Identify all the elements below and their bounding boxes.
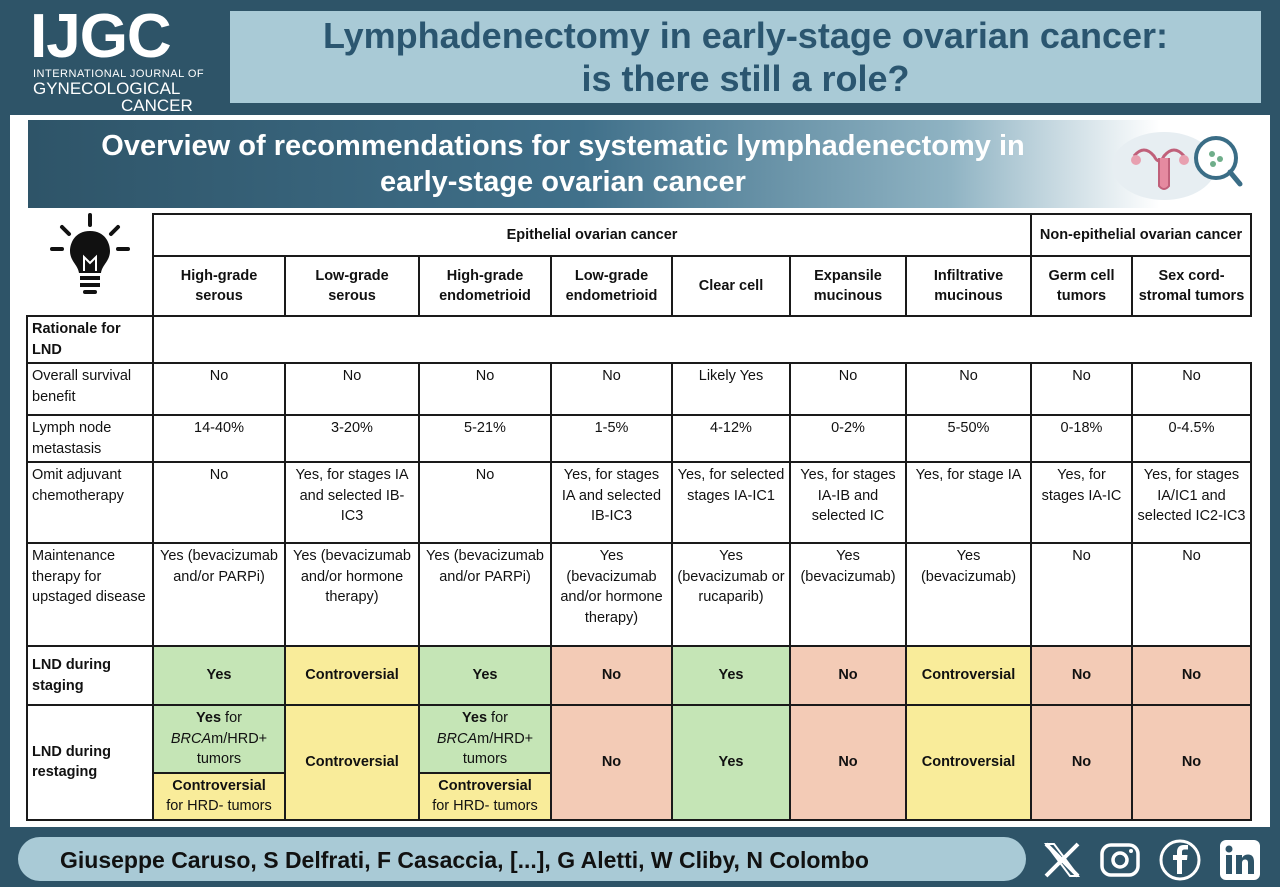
x-icon[interactable] — [1040, 838, 1084, 882]
section-banner — [28, 120, 1258, 208]
instagram-icon[interactable] — [1098, 838, 1142, 882]
logo-line-2: GYNECOLOGICAL — [33, 79, 181, 98]
title-line-2: is there still a role? — [581, 58, 910, 99]
corner-blank-2 — [27, 256, 153, 316]
group-header-epithelial: Epithelial ovarian cancer — [153, 214, 1031, 256]
table-cell: Yes (bevacizumab and/or PARPi) — [153, 543, 285, 646]
logo-line-1: INTERNATIONAL JOURNAL OF — [33, 68, 205, 80]
corner-blank — [27, 214, 153, 256]
for-word: for — [225, 710, 242, 726]
yes-word: Yes — [196, 710, 222, 726]
col-header: Germ cell tumors — [1031, 256, 1132, 316]
table-cell: 5-21% — [419, 415, 551, 462]
table-cell: No — [1132, 363, 1251, 415]
brca-rest-text: m/HRD+ tumors — [196, 730, 268, 767]
yes-word: Yes — [462, 710, 488, 726]
col-header: High-grade serous — [153, 256, 285, 316]
table-cell: 0-4.5% — [1132, 415, 1251, 462]
linkedin-icon[interactable] — [1218, 838, 1262, 882]
logo-line-3: CANCER — [121, 96, 193, 115]
table-cell: Likely Yes — [672, 363, 790, 415]
restaging-cell: No — [790, 705, 906, 820]
staging-cell: Controversial — [906, 646, 1031, 705]
col-header: Clear cell — [672, 256, 790, 316]
staging-cell: Yes — [672, 646, 790, 705]
table-cell: No — [285, 363, 419, 415]
table-cell: No — [419, 462, 551, 543]
group-header-non-epithelial: Non-epithelial ovarian cancer — [1031, 214, 1251, 256]
table-cell: Yes (bevacizumab and/or hormone therapy) — [285, 543, 419, 646]
staging-cell: Yes — [419, 646, 551, 705]
col-header: Low-grade serous — [285, 256, 419, 316]
table-cell: 0-18% — [1031, 415, 1132, 462]
table-cell: Yes, for stages IA-IC — [1031, 462, 1132, 543]
staging-cell: No — [790, 646, 906, 705]
restaging-hrd-positive-cell — [419, 705, 551, 773]
restaging-cell: No — [1031, 705, 1132, 820]
table-cell: No — [906, 363, 1031, 415]
table-cell: Yes, for stages IA-IB and selected IC — [790, 462, 906, 543]
row-label: Omit adjuvant chemotherapy — [27, 462, 153, 543]
col-header: Infiltrative mucinous — [906, 256, 1031, 316]
table-cell: No — [1031, 363, 1132, 415]
table-cell: Yes (bevacizumab and/or hormone therapy) — [551, 543, 672, 646]
table-cell: No — [1031, 543, 1132, 646]
logo-acronym: IJGC — [30, 2, 171, 71]
facebook-icon[interactable] — [1158, 838, 1202, 882]
col-header: Expansile mucinous — [790, 256, 906, 316]
table-cell: 0-2% — [790, 415, 906, 462]
row-label-staging: LND during staging — [27, 646, 153, 705]
restaging-cell: Yes — [672, 705, 790, 820]
restaging-hrd-negative-cell — [153, 773, 285, 820]
recommendations-table — [26, 213, 1252, 821]
table-cell: Yes (bevacizumab and/or PARPi) — [419, 543, 551, 646]
banner-line-2: early-stage ovarian cancer — [380, 166, 746, 198]
authors-bar — [18, 837, 1026, 881]
table-cell: No — [153, 363, 285, 415]
row-label-restaging: LND during restaging — [27, 705, 153, 820]
table-cell: No — [153, 462, 285, 543]
brca-text: BRCA — [436, 730, 478, 747]
staging-cell: Yes — [153, 646, 285, 705]
restaging-cell: Controversial — [285, 705, 419, 820]
row-label: Overall survival benefit — [27, 363, 153, 415]
restaging-hrd-negative-cell — [419, 773, 551, 820]
table-cell: Yes, for selected stages IA-IC1 — [672, 462, 790, 543]
staging-cell: Controversial — [285, 646, 419, 705]
col-header: Low-grade endometrioid — [551, 256, 672, 316]
authors-text: Giuseppe Caruso, S Delfrati, F Casaccia, [...], G Aletti, W Cliby, N Colombo — [60, 847, 869, 873]
col-header: Sex cord-stromal tumors — [1132, 256, 1251, 316]
table-cell: No — [419, 363, 551, 415]
table-cell: Yes, for stages IA and selected IB-IC3 — [551, 462, 672, 543]
table-cell: No — [790, 363, 906, 415]
col-header: High-grade endometrioid — [419, 256, 551, 316]
rationale-label: Rationale for LND — [27, 316, 153, 363]
table-cell: Yes (bevacizumab or rucaparib) — [672, 543, 790, 646]
hrd-minus-text: for HRD- tumors — [166, 798, 272, 814]
hrd-minus-text: for HRD- tumors — [432, 798, 538, 814]
row-label: Lymph node metastasis — [27, 415, 153, 462]
table-cell: No — [551, 363, 672, 415]
table-cell: 3-20% — [285, 415, 419, 462]
controversial-word: Controversial — [172, 777, 266, 794]
banner-title — [63, 128, 1063, 200]
restaging-hrd-positive-cell — [153, 705, 285, 773]
staging-cell: No — [1132, 646, 1251, 705]
restaging-cell: Controversial — [906, 705, 1031, 820]
table-cell: Yes (bevacizumab) — [906, 543, 1031, 646]
table-cell: No — [1132, 543, 1251, 646]
row-label: Maintenance therapy for upstaged disease — [27, 543, 153, 646]
brca-text: BRCA — [170, 730, 212, 747]
banner-line-1: Overview of recommendations for systematic lymphadenectomy in — [101, 130, 1025, 162]
restaging-cell: No — [551, 705, 672, 820]
table-cell: Yes (bevacizumab) — [790, 543, 906, 646]
page-title — [230, 11, 1261, 103]
brca-rest-text: m/HRD+ tumors — [462, 730, 534, 767]
staging-cell: No — [551, 646, 672, 705]
table-cell: Yes, for stages IA and selected IB-IC3 — [285, 462, 419, 543]
title-line-1: Lymphadenectomy in early-stage ovarian cancer: — [323, 15, 1168, 56]
staging-cell: No — [1031, 646, 1132, 705]
journal-logo — [18, 2, 218, 115]
restaging-cell: No — [1132, 705, 1251, 820]
table-cell: Yes, for stage IA — [906, 462, 1031, 543]
controversial-word: Controversial — [438, 777, 532, 794]
rationale-blank — [153, 316, 1251, 363]
for-word: for — [491, 710, 508, 726]
table-cell: 5-50% — [906, 415, 1031, 462]
anatomy-magnifier-illustration — [1104, 126, 1244, 202]
table-cell: Yes, for stages IA/IC1 and selected IC2-IC3 — [1132, 462, 1251, 543]
table-cell: 1-5% — [551, 415, 672, 462]
table-cell: 4-12% — [672, 415, 790, 462]
content-panel — [10, 115, 1270, 827]
table-cell: 14-40% — [153, 415, 285, 462]
